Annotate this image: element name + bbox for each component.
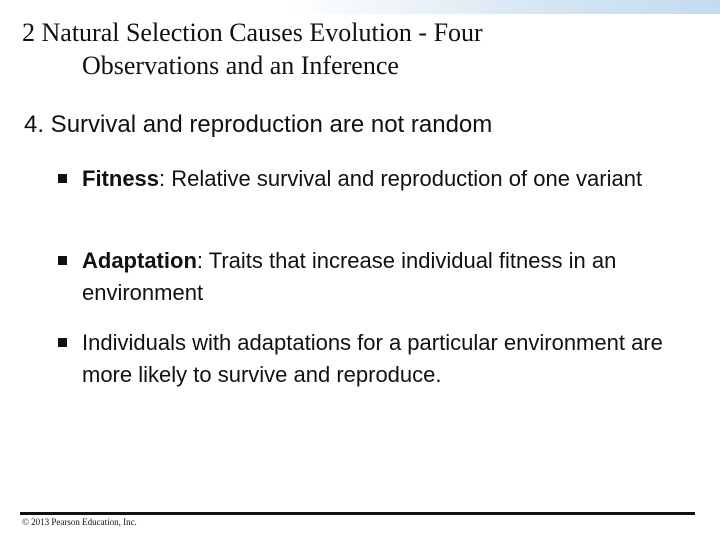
bullet-definition: : Relative survival and reproduction of one variant: [159, 166, 643, 191]
title-line-1: 2 Natural Selection Causes Evolution - Four: [22, 18, 483, 47]
bullet-item-fitness: [58, 163, 708, 195]
bullet-definition: Individuals with adaptations for a particular environment are more likely to survive and reproduce.: [82, 330, 663, 387]
bullet-definition: : Traits that increase individual fitness in an environment: [82, 248, 617, 305]
main-point: 4. Survival and reproduction are not random: [24, 111, 493, 138]
bullet-term: Fitness: [82, 166, 160, 191]
title-line-2: Observations and an Inference: [82, 51, 399, 80]
square-bullet-icon: [58, 174, 67, 183]
bullet-text: [58, 327, 708, 391]
square-bullet-icon: [58, 338, 67, 347]
footer-divider: [20, 512, 695, 515]
slide-title: [22, 16, 702, 82]
bullet-text: [58, 245, 708, 309]
square-bullet-icon: [58, 256, 67, 265]
copyright-footer: © 2013 Pearson Education, Inc.: [22, 517, 137, 527]
bullet-term: Adaptation: [82, 248, 197, 273]
bullet-item-adaptation: [58, 245, 708, 309]
decorative-top-band: [0, 0, 720, 14]
bullet-item-individuals: [58, 327, 708, 391]
bullet-text: [58, 163, 708, 195]
